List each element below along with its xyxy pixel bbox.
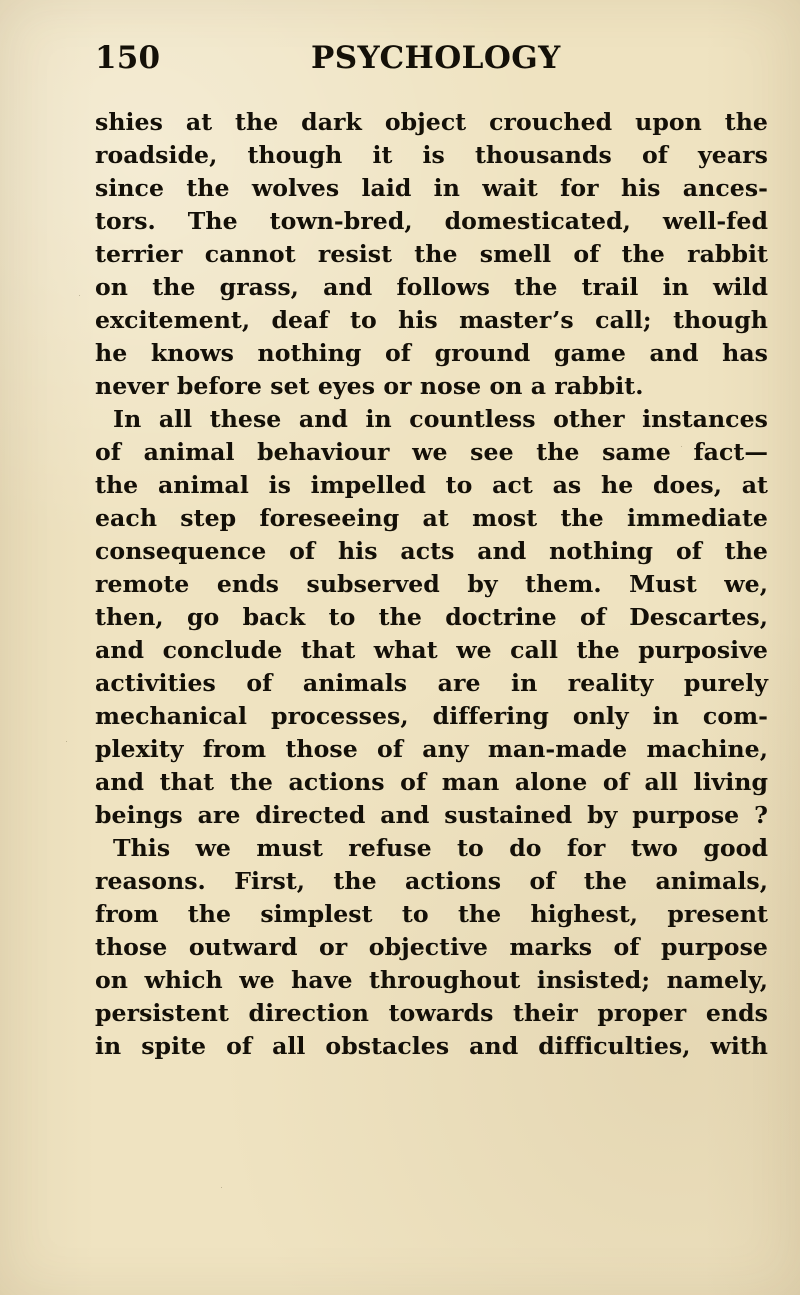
text-line: consequence of his acts and nothing of the <box>95 537 768 565</box>
paper-speck <box>681 446 682 447</box>
text-line: This we must refuse to do for two good <box>113 834 768 862</box>
paper-speck <box>758 1037 759 1038</box>
page-number: 150 <box>95 40 161 76</box>
text-line: those outward or objective marks of purpose <box>95 933 768 961</box>
text-line: he knows nothing of ground game and has <box>95 339 768 367</box>
text-line: plexity from those of any man-made machine, <box>95 735 768 763</box>
paper-speck <box>79 295 80 296</box>
text-line: and conclude that what we call the purposive <box>95 636 768 664</box>
text-line: beings are directed and sustained by purpose ? <box>95 801 768 829</box>
text-line: mechanical processes, differing only in com- <box>95 702 768 730</box>
text-line: excitement, deaf to his master’s call; though <box>95 306 768 334</box>
text-line: then, go back to the doctrine of Descartes, <box>95 603 768 631</box>
paper-speck <box>66 741 67 742</box>
running-title: PSYCHOLOGY <box>311 40 561 76</box>
text-line: persistent direction towards their proper ends <box>95 999 768 1027</box>
text-line: each step foreseeing at most the immediate <box>95 504 768 532</box>
paper-speck <box>221 1187 222 1188</box>
text-line: of animal behaviour we see the same fact— <box>95 438 768 466</box>
text-line: never before set eyes or nose on a rabbit. <box>95 372 644 400</box>
text-line: remote ends subserved by them. Must we, <box>95 570 768 598</box>
body-text <box>95 106 768 1063</box>
text-line: shies at the dark object crouched upon the <box>95 108 768 136</box>
text-line: in spite of all obstacles and difficulties, with <box>95 1032 768 1060</box>
text-line: tors. The town-bred, domesticated, well-fed <box>95 207 768 235</box>
text-line: from the simplest to the highest, present <box>95 900 768 928</box>
text-line: activities of animals are in reality purely <box>95 669 768 697</box>
text-line: roadside, though it is thousands of years <box>95 141 768 169</box>
page-header <box>95 38 710 78</box>
text-line: reasons. First, the actions of the animals, <box>95 867 768 895</box>
text-line: terrier cannot resist the smell of the rabbit <box>95 240 768 268</box>
text-line: on which we have throughout insisted; namely, <box>95 966 768 994</box>
text-line: and that the actions of man alone of all living <box>95 768 768 796</box>
text-line: on the grass, and follows the trail in wild <box>95 273 768 301</box>
text-line: the animal is impelled to act as he does, at <box>95 471 768 499</box>
text-line: since the wolves laid in wait for his ances- <box>95 174 768 202</box>
text-line: In all these and in countless other instances <box>113 405 768 433</box>
